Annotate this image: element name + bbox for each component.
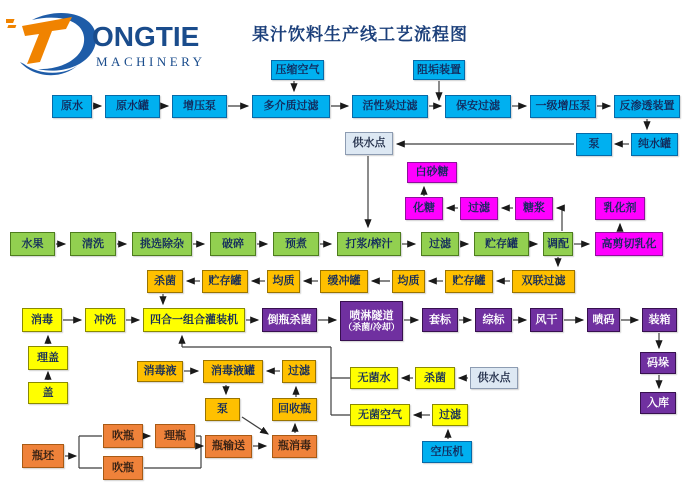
node-disinfectant-tank: 消毒液罐 [203,360,263,383]
node-spray-tunnel-line1: 喷淋隧道 [349,309,394,322]
node-homogenize-1: 均质 [267,270,300,293]
node-antiscale-unit: 阻垢装置 [413,60,465,80]
node-pure-water-tank: 纯水罐 [631,133,678,156]
node-homogenize-2: 均质 [392,270,425,293]
node-duplex-filter: 双联过滤 [512,270,575,293]
node-syrup: 糖浆 [515,197,553,220]
node-rinsing: 冲洗 [85,308,125,332]
node-sterilize-main: 杀菌 [147,270,183,293]
node-sorting: 挑选除杂 [132,232,192,256]
node-blending: 调配 [543,232,573,256]
node-pulping: 打浆/榨汁 [337,232,401,256]
node-fruit: 水果 [10,232,55,256]
node-palletizing: 码垛 [640,352,676,374]
node-filling-machine: 四合一组合灌装机 [143,308,245,332]
node-spray-tunnel [340,301,403,341]
node-booster-pump: 增压泵 [172,95,227,118]
node-pump: 泵 [576,133,612,156]
node-sugar-melting: 化糖 [405,197,443,220]
node-packing: 装箱 [642,308,677,332]
node-buffer-tank: 缓冲罐 [320,270,368,293]
node-security-filter: 保安过滤 [445,95,511,118]
node-cap: 盖 [28,382,68,404]
node-storage-tank-3: 贮存罐 [445,270,493,293]
node-air-filter: 过滤 [432,404,468,426]
node-precooking: 预煮 [273,232,319,256]
node-air-drying: 风干 [530,308,563,332]
node-blowing-1: 吹瓶 [103,424,143,448]
node-storage-tank-2: 贮存罐 [202,270,248,293]
page-title: 果汁饮料生产线工艺流程图 [252,25,468,44]
node-warehousing: 入库 [640,392,676,414]
node-cip-filter: 过滤 [282,360,316,383]
node-bottle-conveying: 瓶输送 [205,435,252,458]
node-washing: 清洗 [70,232,116,256]
node-emulsifier: 乳化剂 [595,197,645,220]
node-supply-point-2: 供水点 [470,367,518,389]
node-carbon-filter: 活性炭过滤 [352,95,428,118]
node-bottle-disinfect: 瓶消毒 [272,435,317,458]
node-crushing: 破碎 [210,232,256,256]
node-compressed-air: 压缩空气 [271,60,324,80]
node-code-printing: 喷码 [587,308,620,332]
node-sleeve-labeling: 套标 [422,308,458,332]
node-bottle-sorting: 理瓶 [155,424,195,448]
node-multimedia-filter: 多介质过滤 [252,95,330,118]
node-invert-sterilize: 倒瓶杀菌 [262,308,317,332]
logo-wordmark: ONGTIE [92,21,200,52]
node-shrink-labeling: 综标 [475,308,512,332]
node-cap-sorting: 理盖 [28,346,68,370]
logo-subtitle: MACHINERY [96,54,206,69]
node-shear-emulsify: 高剪切乳化 [595,232,663,256]
node-cip-pump: 泵 [205,398,240,421]
node-raw-water: 原水 [52,95,92,118]
node-white-sugar: 白砂糖 [407,162,457,183]
node-aseptic-sterilize: 杀菌 [415,367,455,389]
node-raw-water-tank: 原水罐 [105,95,160,118]
node-preform: 瓶坯 [22,444,64,468]
node-aseptic-air: 无菌空气 [350,404,410,426]
node-water-supply-point: 供水点 [345,132,393,155]
node-sugar-filter: 过滤 [460,197,498,220]
node-stage1-pump: 一级增压泵 [530,95,596,118]
node-blowing-2: 吹瓶 [103,456,143,480]
node-air-compressor: 空压机 [422,441,472,463]
node-disinfectant: 消毒液 [137,361,183,382]
node-aseptic-water: 无菌水 [350,367,398,389]
node-cap-disinfect: 消毒 [22,308,62,332]
node-juice-filter: 过滤 [421,232,459,256]
node-storage-tank-1: 贮存罐 [474,232,529,256]
node-ro-unit: 反渗透装置 [614,95,680,118]
node-recycle-bottle: 回收瓶 [272,398,317,421]
node-spray-tunnel-line2: （杀菌/冷却） [343,322,400,333]
